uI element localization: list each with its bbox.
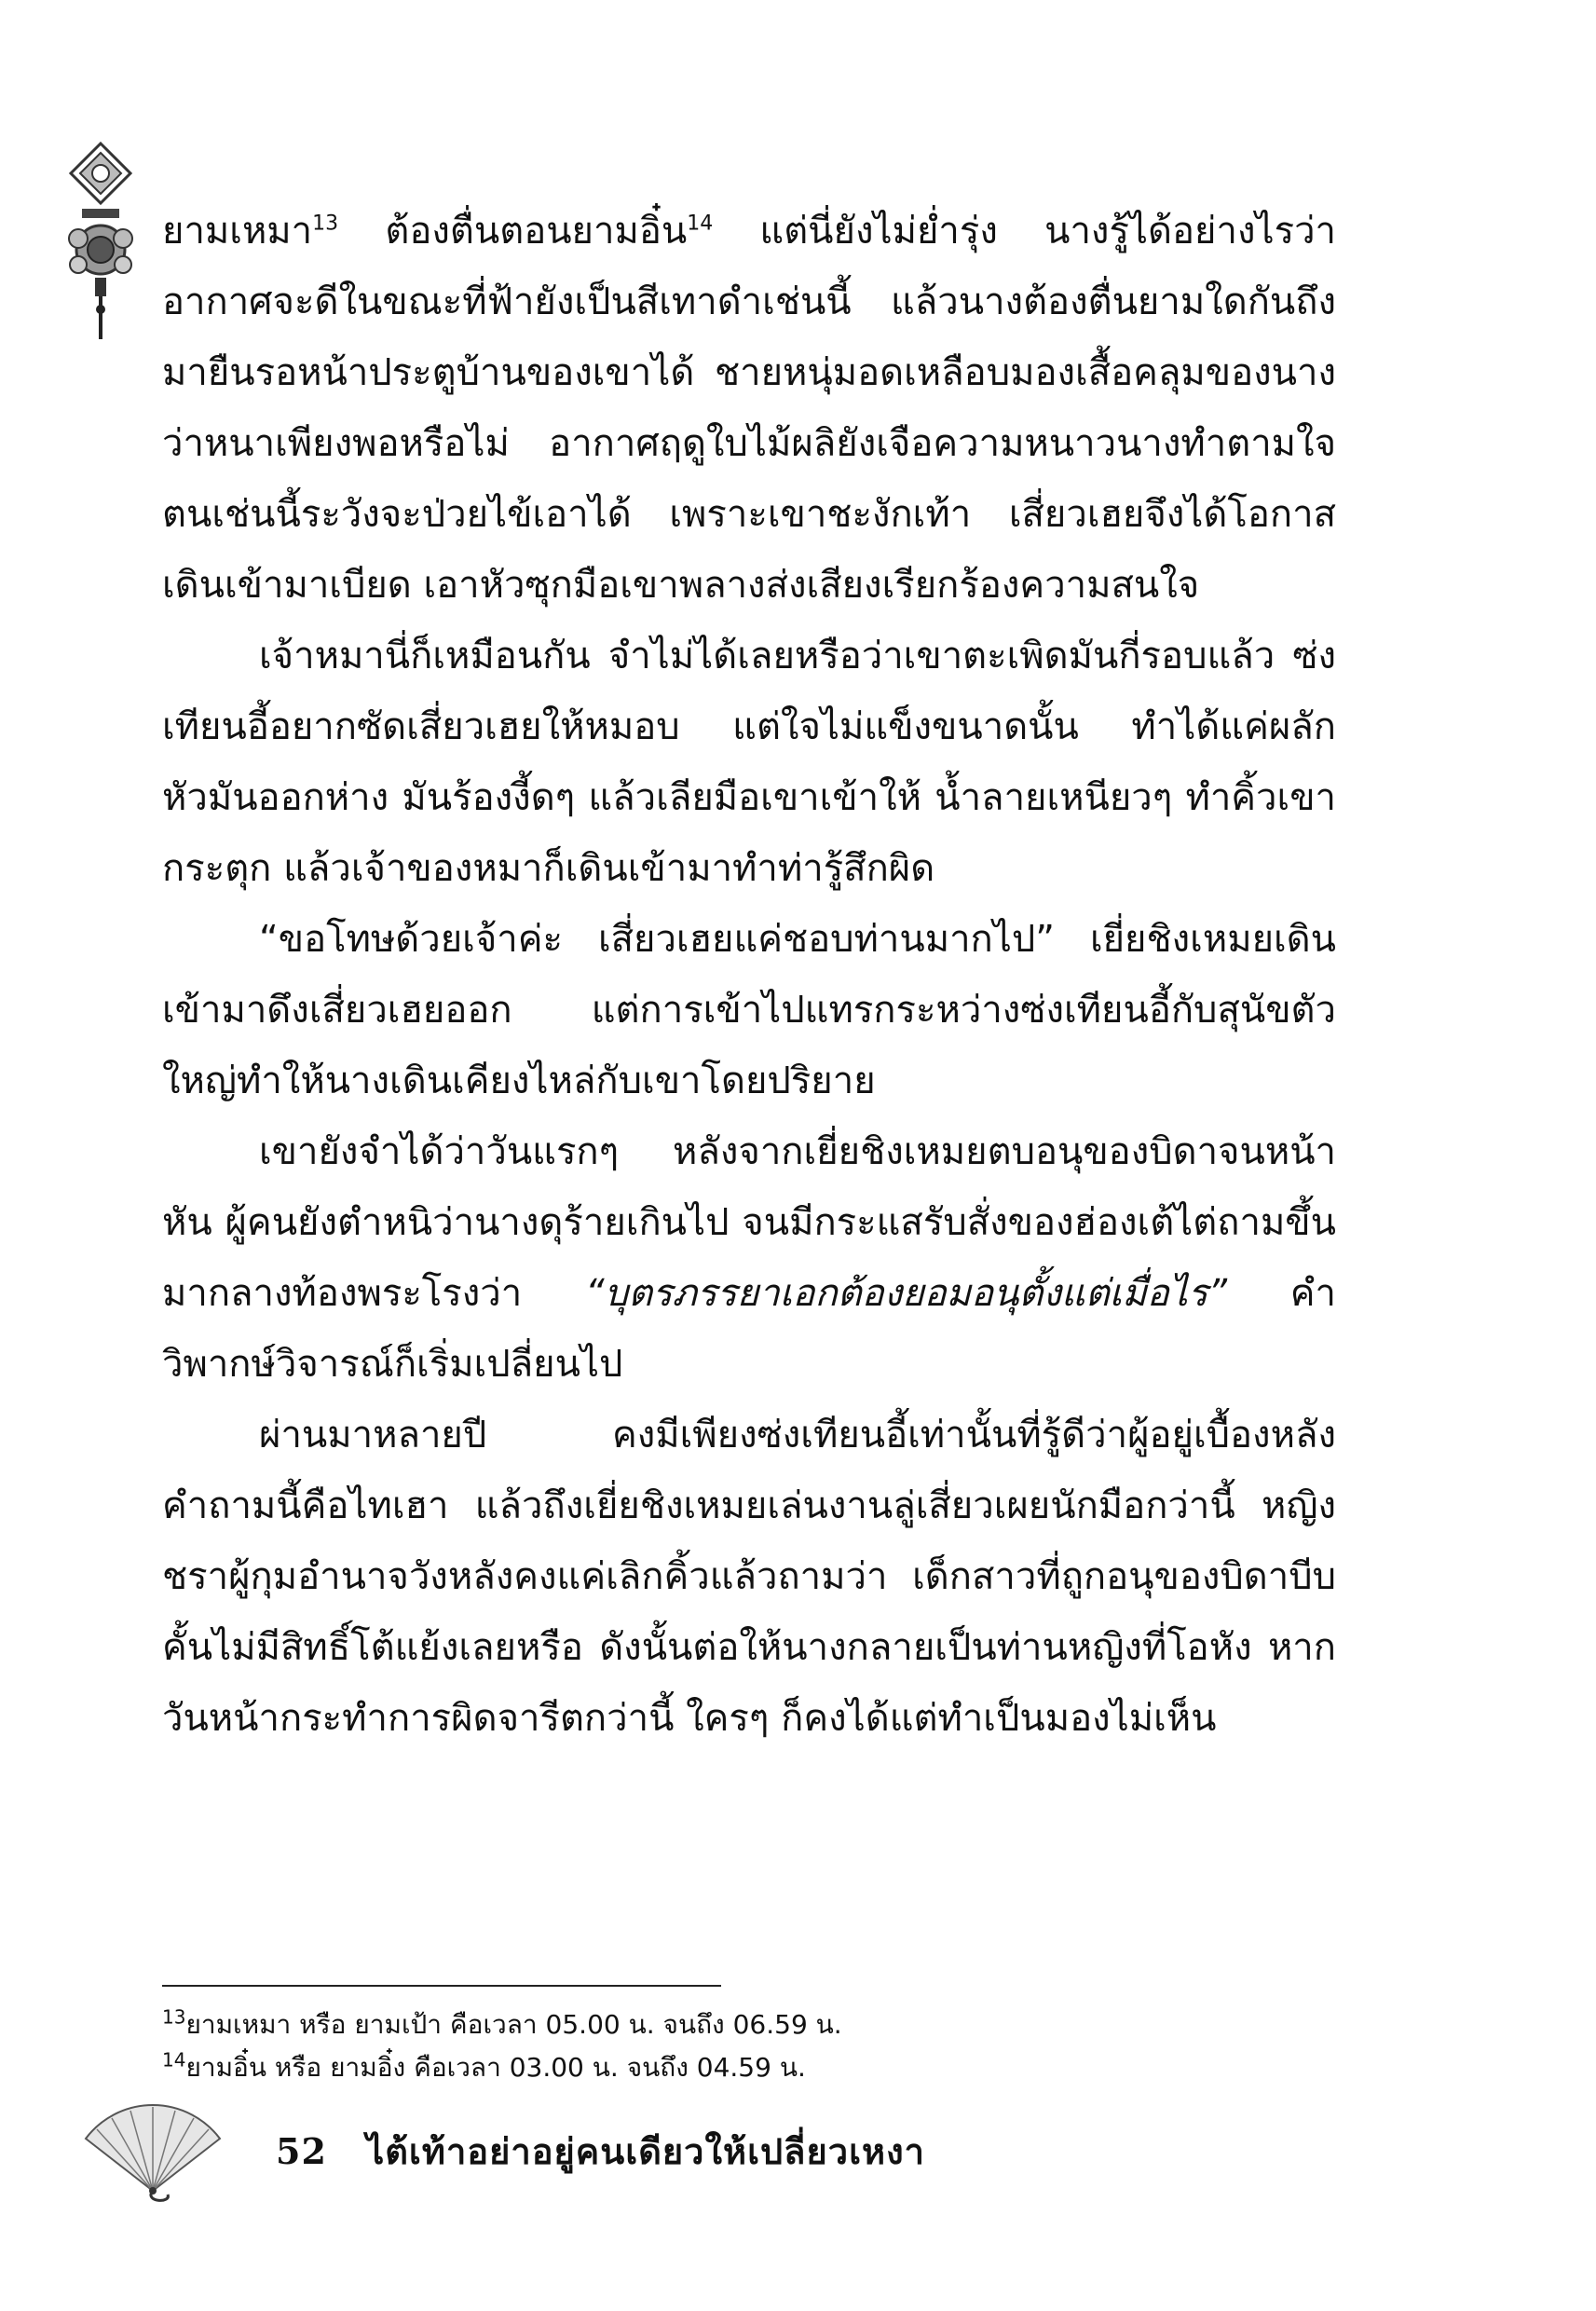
paragraph-text: แต่นี่ยังไม่ย่ำรุ่ง นางรู้ได้อย่างไรว่าอากาศจะดีในขณะที่ฟ้ายังเป็นสีเทาดำเช่นนี้ แล้วนางต้องตื่นยามใดกันถึงมายืนรอหน้าประตูบ้านของเขาได้ ชายหนุ่มอดเหลือบมองเสื้อคลุมของนางว่าหนาเพียงพอหรือไม่ อากาศฤดูใบไม้ผลิยังเจือความหนาวนางทำตามใจตนเช่นนี้ระวังจะป่วยไข้เอาได้ เพราะเขาชะงักเท้า เสี่ยวเฮยจึงได้โอกาสเดินเข้ามาเบียด เอาหัวซุกมือเขาพลางส่งเสียงเรียกร้องความสนใจ — [162, 210, 1337, 607]
footnotes — [162, 2003, 1280, 2089]
paragraph-text: “ขอโทษด้วยเจ้าค่ะ เสี่ยวเฮยแค่ชอบท่านมากไป” เยี่ยชิงเหมยเดินเข้ามาดึงเสี่ยวเฮยออก แต่การเข้าไปแทรกระหว่างซ่งเทียนอี้กับสุนัขตัวใหญ่ทำให้นางเดินเคียงไหล่กับเขาโดยปริยาย — [162, 918, 1336, 1102]
page-number: 52 — [276, 2130, 327, 2172]
book-title: ไต้เท้าอย่าอยู่คนเดียวให้เปลี่ยวเหงา — [366, 2130, 926, 2172]
fan-icon — [78, 2101, 227, 2204]
paragraph — [162, 196, 1336, 621]
paragraph — [162, 904, 1336, 1116]
paragraph-text: ยามเหมา — [162, 210, 313, 253]
footnote-ref: 13 — [312, 212, 339, 236]
footnote-number: 13 — [162, 2005, 186, 2029]
paragraph-text: ต้องตื่นตอนยามอิ๋น — [338, 210, 688, 253]
footnote-text: ยามอิ๋น หรือ ยามอิ๋ง คือเวลา 03.00 น. จนถึง 04.59 น. — [185, 2052, 806, 2083]
footnote — [162, 2003, 1280, 2046]
footnote-text: ยามเหมา หรือ ยามเป้า คือเวลา 05.00 น. จนถึง 06.59 น. — [185, 2009, 842, 2040]
body-text — [162, 196, 1336, 1754]
footnote-divider — [162, 1985, 721, 1987]
page-footer — [276, 2123, 925, 2180]
paragraph-text: คำวิพากษ์วิจารณ์ก็เริ่มเปลี่ยนไป — [162, 1272, 1336, 1386]
paragraph — [162, 621, 1336, 904]
italic-quote: “บุตรภรรยาเอกต้องยอมอนุตั้งแต่เมื่อไร” — [584, 1272, 1228, 1315]
paragraph-text: เจ้าหมานี่ก็เหมือนกัน จำไม่ได้เลยหรือว่าเขาตะเพิดมันกี่รอบแล้ว ซ่งเทียนอี้อยากซัดเสี่ยวเฮยให้หมอบ แต่ใจไม่แข็งขนาดนั้น ทำได้แค่ผลักหัวมันออกห่าง มันร้องงี้ดๆ แล้วเลียมือเขาเข้าให้ น้ำลายเหนียวๆ ทำคิ้วเขากระตุก แล้วเจ้าของหมาก็เดินเข้ามาทำท่ารู้สึกผิด — [162, 635, 1336, 890]
footnote — [162, 2046, 1280, 2089]
paragraph-text: ผ่านมาหลายปี คงมีเพียงซ่งเทียนอี้เท่านั้นที่รู้ดีว่าผู้อยู่เบื้องหลังคำถามนี้คือไทเฮา แล้วถึงเยี่ยชิงเหมยเล่นงานลู่เสี่ยวเผยนักมือกว่านี้ หญิงชราผู้กุมอำนาจวังหลังคงแค่เลิกคิ้วแล้วถามว่า เด็กสาวที่ถูกอนุของบิดาบีบคั้นไม่มีสิทธิ์โต้แย้งเลยหรือ ดังนั้นต่อให้นางกลายเป็นท่านหญิงที่โอหัง หากวันหน้ากระทำการผิดจารีตกว่านี้ ใครๆ ก็คงได้แต่ทำเป็นมองไม่เห็น — [162, 1414, 1336, 1740]
footnote-ref: 14 — [687, 212, 714, 236]
ornament-icon — [58, 140, 143, 345]
paragraph — [162, 1116, 1336, 1400]
footnote-number: 14 — [162, 2048, 186, 2072]
paragraph-text: เขายังจำได้ว่าวันแรกๆ หลังจากเยี่ยชิงเหมยตบอนุของบิดาจนหน้าหัน ผู้คนยังตำหนิว่านางดุร้ายเกินไป จนมีกระแสรับสั่งของฮ่องเต้ไต่ถามขึ้นมากลางท้องพระโรงว่า — [162, 1130, 1336, 1315]
paragraph — [162, 1400, 1336, 1754]
